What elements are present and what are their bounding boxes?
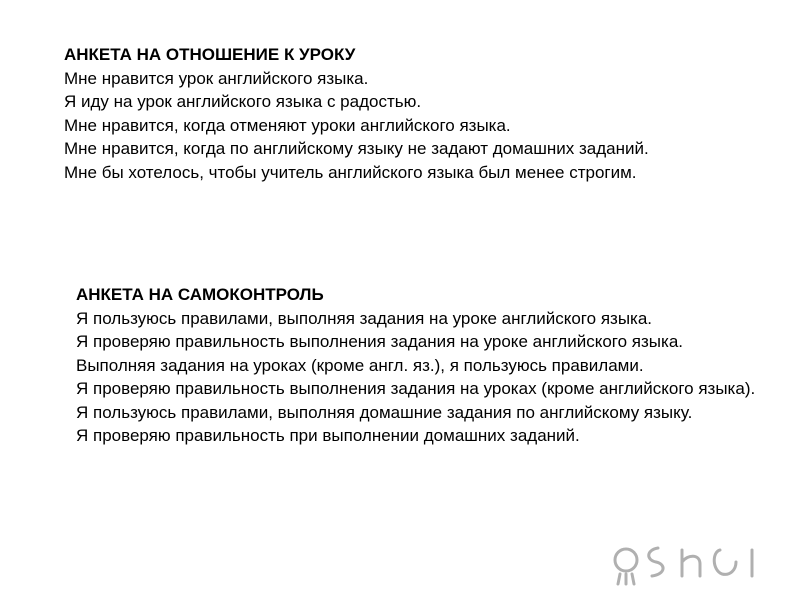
attitude-survey-item-2: Я иду на урок английского языка с радостью. bbox=[64, 92, 422, 111]
attitude-survey bbox=[64, 43, 744, 184]
attitude-survey-item-3: Мне нравится, когда отменяют уроки английского языка. bbox=[64, 115, 511, 135]
self-control-survey-item-6: Я проверяю правильность при выполнении домашних заданий. bbox=[76, 426, 580, 445]
self-control-survey-item-2: Я проверяю правильность выполнения задания на уроке английского языка. bbox=[76, 332, 683, 351]
attitude-survey-item-4: Мне нравится, когда по английскому языку не задают домашних заданий. bbox=[64, 139, 649, 158]
self-control-survey-item-3: Выполняя задания на уроках (кроме англ. яз.), я пользуюсь правилами. bbox=[76, 355, 644, 375]
self-control-survey bbox=[76, 283, 756, 448]
self-control-survey-title: АНКЕТА НА САМОКОНТРОЛЬ bbox=[76, 285, 324, 304]
watermark-logo-icon bbox=[602, 540, 772, 590]
attitude-survey-item-5: Мне бы хотелось, чтобы учитель английского языка был менее строгим. bbox=[64, 162, 637, 182]
self-control-survey-item-1: Я пользуюсь правилами, выполняя задания на уроке английского языка. bbox=[76, 308, 653, 328]
self-control-survey-item-5: Я пользуюсь правилами, выполняя домашние задания по английскому языку. bbox=[76, 402, 693, 422]
attitude-survey-item-1: Мне нравится урок английского языка. bbox=[64, 68, 369, 88]
self-control-survey-item-4: Я проверяю правильность выполнения задания на уроках (кроме английского языка). bbox=[76, 379, 756, 398]
attitude-survey-title: АНКЕТА НА ОТНОШЕНИЕ К УРОКУ bbox=[64, 45, 356, 64]
